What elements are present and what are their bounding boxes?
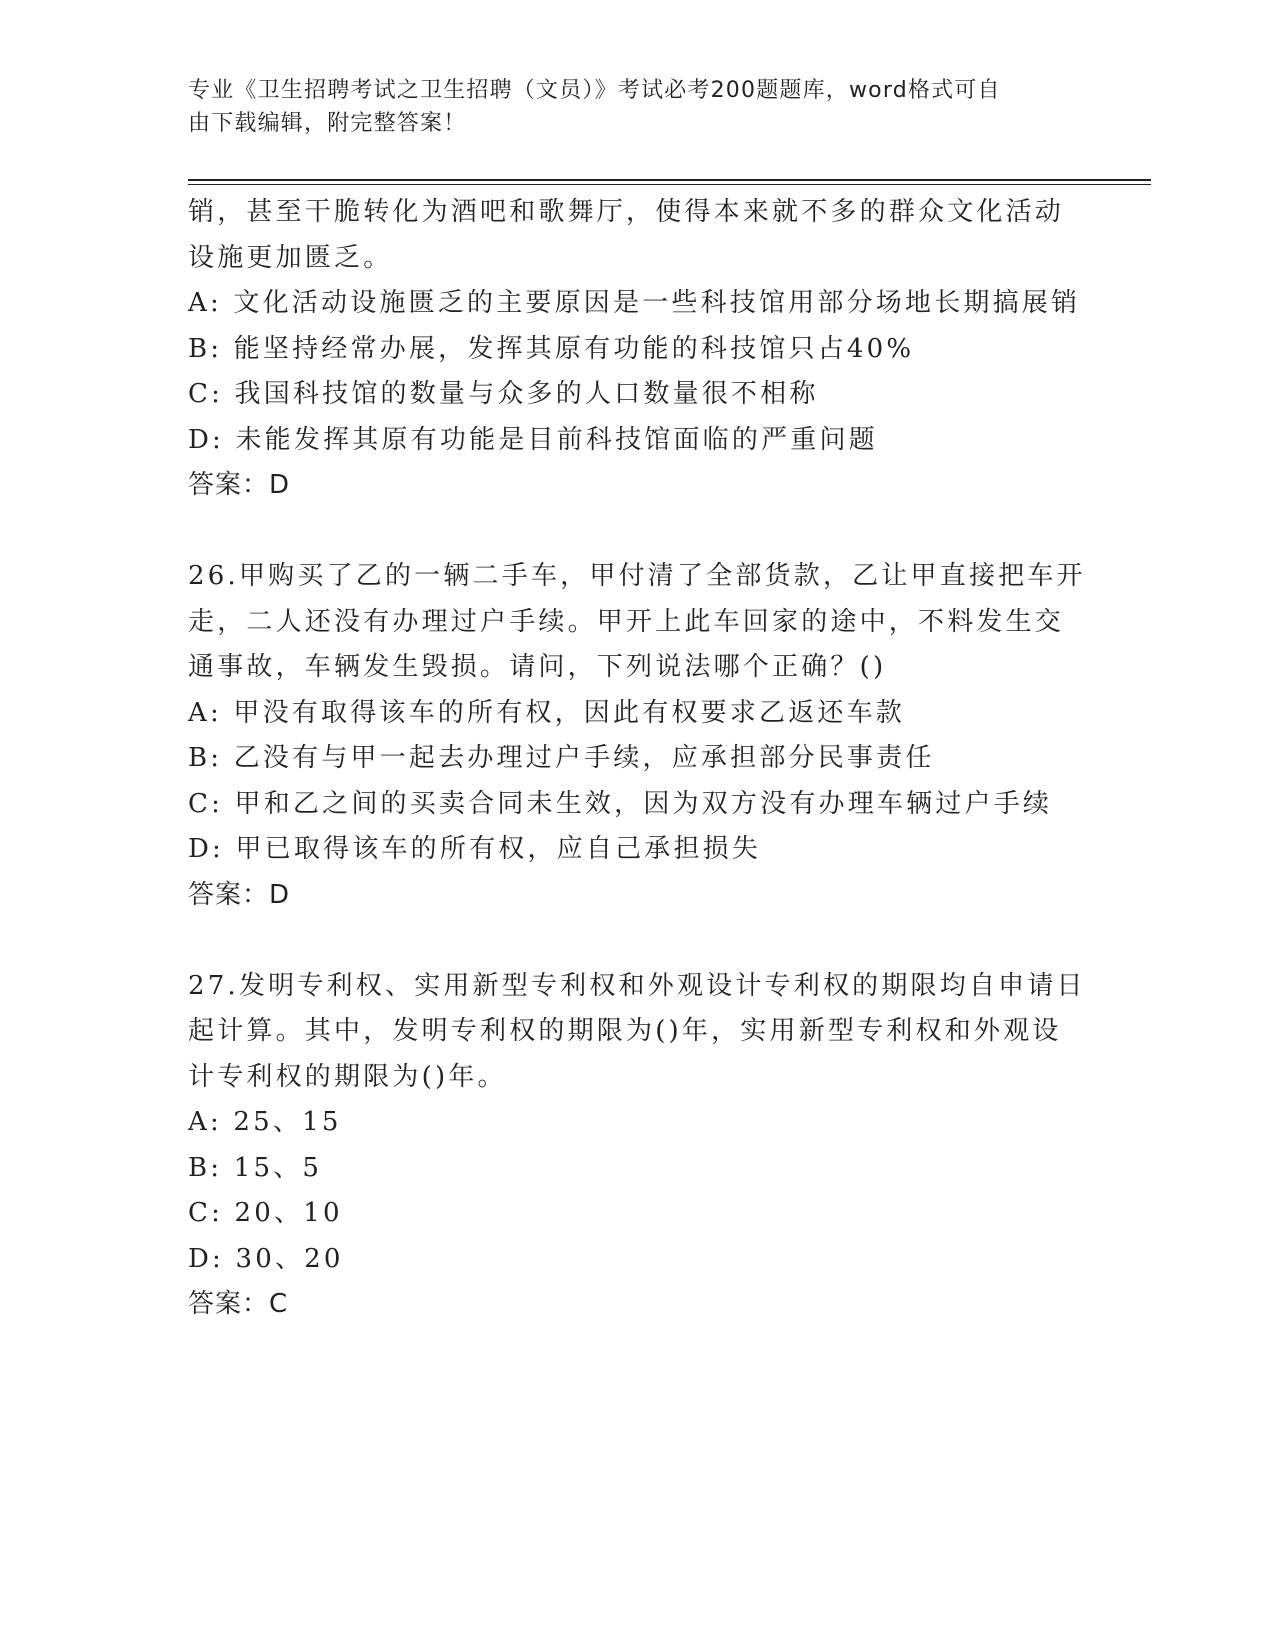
question-27 <box>188 964 1088 1328</box>
option-b: B: 能坚持经常办展，发挥其原有功能的科技馆只占40% <box>188 333 915 364</box>
option-a: A: 25、15 <box>188 1107 342 1137</box>
question-26 <box>188 554 1088 918</box>
question-stem-line: 设施更加匮乏。 <box>188 242 393 273</box>
answer-line: 答案：D <box>188 879 291 910</box>
question-spacer <box>188 918 1088 964</box>
question-stem-line: 计专利权的期限为()年。 <box>188 1061 507 1092</box>
question-stem-line: 26.甲购买了乙的一辆二手车，甲付清了全部货款，乙让甲直接把车开 <box>188 561 1086 591</box>
header-line-2: 由下载编辑，附完整答案！ <box>188 111 467 136</box>
option-b: B: 乙没有与甲一起去办理过户手续，应承担部分民事责任 <box>188 743 935 773</box>
option-c: C: 甲和乙之间的买卖合同未生效，因为双方没有办理车辆过户手续 <box>188 788 1053 819</box>
option-a: A: 文化活动设施匮乏的主要原因是一些科技馆用部分场地长期搞展销 <box>188 288 1081 318</box>
question-spacer <box>188 509 1088 555</box>
question-stem-line: 起计算。其中，发明专利权的期限为()年，实用新型专利权和外观设 <box>188 1016 1062 1046</box>
answer-line: 答案：D <box>188 470 291 500</box>
option-d: D: 未能发挥其原有功能是目前科技馆面临的严重问题 <box>188 424 878 455</box>
question-stem-line: 走，二人还没有办理过户手续。甲开上此车回家的途中，不料发生交 <box>188 606 1065 637</box>
question-content <box>188 190 1088 1328</box>
answer-line: 答案：C <box>188 1289 289 1319</box>
question-stem-line: 通事故，车辆发生毁损。请问，下列说法哪个正确？() <box>188 652 887 682</box>
header-divider-thin <box>188 184 1151 185</box>
option-c: C: 20、10 <box>188 1198 343 1228</box>
header-line-1: 专业《卫生招聘考试之卫生招聘（文员）》考试必考200题题库，word格式可自 <box>188 78 1001 103</box>
option-b: B: 15、5 <box>188 1152 323 1183</box>
question-25 <box>188 190 1088 509</box>
option-d: D: 30、20 <box>188 1243 344 1274</box>
header-divider-thick <box>188 179 1151 181</box>
document-header <box>188 74 1068 140</box>
question-stem-line: 销，甚至干脆转化为酒吧和歌舞厅，使得本来就不多的群众文化活动 <box>188 197 1065 227</box>
option-d: D: 甲已取得该车的所有权，应自己承担损失 <box>188 834 762 864</box>
option-a: A: 甲没有取得该车的所有权，因此有权要求乙返还车款 <box>188 697 906 728</box>
option-c: C: 我国科技馆的数量与众多的人口数量很不相称 <box>188 379 819 409</box>
question-stem-line: 27.发明专利权、实用新型专利权和外观设计专利权的期限均自申请日 <box>188 970 1086 1001</box>
